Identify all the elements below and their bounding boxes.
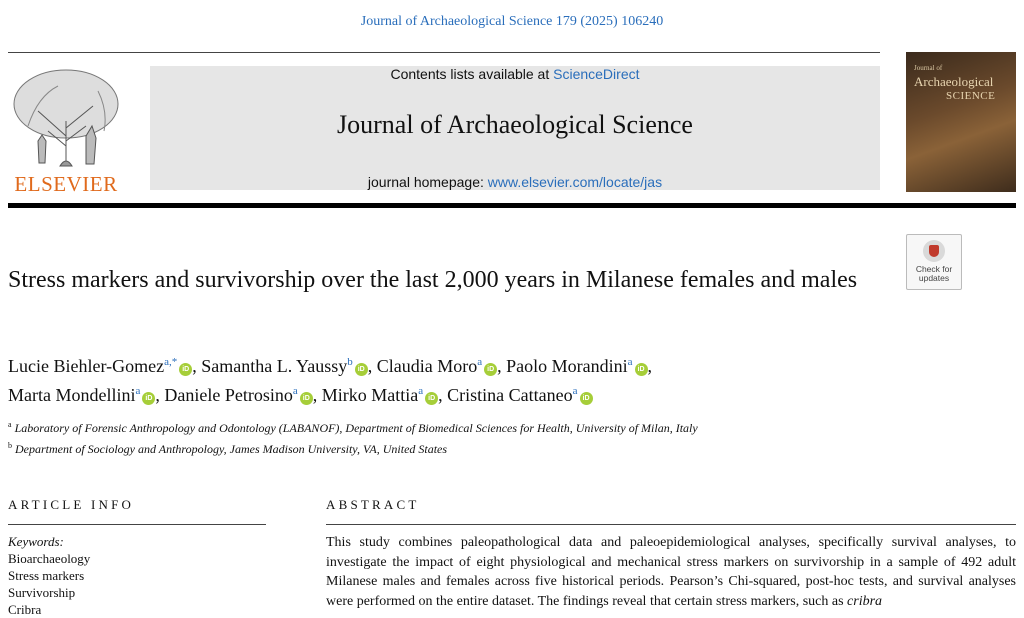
keyword: Stress markers [8, 568, 85, 583]
homepage-prefix: journal homepage: [367, 174, 488, 190]
affiliation-a: $^a$ Laboratory of Forensic Anthropology and Odontology (LABANOF), Department of Biomedical Sciences for Health, University of Milan, Italy [8, 420, 698, 435]
article-info-divider [8, 524, 266, 525]
cover-science: SCIENCE [946, 90, 996, 102]
article-info-heading: ARTICLE INFO [8, 497, 135, 512]
orcid-icon[interactable]: iD [484, 363, 497, 376]
keyword: Cribra [8, 602, 42, 617]
cover-journal-of: Journal of [914, 64, 943, 72]
check-for-updates-badge[interactable] [906, 234, 962, 290]
journal-cover-image[interactable] [906, 52, 1016, 192]
keywords-list [8, 533, 266, 618]
journal-reference[interactable]: Journal of Archaeological Science 179 (2025) 106240 [360, 14, 664, 29]
journal-title: Journal of Archaeological Science [337, 110, 693, 139]
abstract-heading: ABSTRACT [326, 497, 420, 512]
article-title: Stress markers and survivorship over the last 2,000 years in Milanese females and males [8, 267, 858, 293]
author-1[interactable]: Lucie Biehler-Gomez$^{a,*}$iD [8, 356, 192, 376]
orcid-icon[interactable]: iD [142, 392, 155, 405]
sciencedirect-link[interactable]: ScienceDirect [553, 66, 640, 82]
author-4[interactable]: Paolo Morandini$^a$iD [506, 356, 647, 376]
orcid-icon[interactable]: iD [425, 392, 438, 405]
author-8[interactable]: Cristina Cattaneo$^a$iD [447, 385, 592, 405]
orcid-icon[interactable]: iD [580, 392, 593, 405]
journal-homepage-link[interactable]: www.elsevier.com/locate/jas [487, 174, 663, 190]
crossmark-icon [923, 240, 945, 262]
masthead-divider [8, 203, 1016, 208]
crossmark-label: Check for updates [915, 264, 953, 283]
author-list: Lucie Biehler-Gomez$^{a,*}$iD , Samantha L. Yaussy$^b$iD , Claudia Moro$^a$iD , Paolo Morandini$^a$iD , Marta Mondellini$^a$iD , Daniele Petrosino$^a$iD , Mirko Mattia$^a$iD , Cristina Cattaneo$^a$iD [8, 356, 653, 405]
abstract-divider [326, 524, 1016, 525]
keywords-label: Keywords: [8, 534, 64, 549]
journal-masthead [150, 66, 880, 190]
orcid-icon[interactable]: iD [300, 392, 313, 405]
keyword: Survivorship [8, 585, 76, 600]
orcid-icon[interactable]: iD [179, 363, 192, 376]
contents-line [150, 66, 880, 82]
affiliation-b: $^b$ Department of Sociology and Anthropology, James Madison University, VA, United States [8, 441, 448, 456]
author-2[interactable]: Samantha L. Yaussy$^b$iD [201, 356, 368, 376]
author-3[interactable]: Claudia Moro$^a$iD [377, 356, 497, 376]
top-divider [8, 52, 880, 53]
author-5[interactable]: Marta Mondellini$^a$iD [8, 385, 155, 405]
contents-prefix: Contents lists available at [390, 66, 554, 82]
author-7[interactable]: Mirko Mattia$^a$iD [322, 385, 438, 405]
keyword: Bioarchaeology [8, 551, 91, 566]
abstract-italic-term: cribra [847, 593, 883, 609]
homepage-line [150, 174, 880, 190]
orcid-icon[interactable]: iD [355, 363, 368, 376]
publisher-wordmark: ELSEVIER [14, 172, 118, 196]
orcid-icon[interactable]: iD [635, 363, 648, 376]
author-6[interactable]: Daniele Petrosino$^a$iD [164, 385, 312, 405]
affiliations [8, 416, 908, 458]
abstract-text: This study combines paleopathological data and paleoepidemiological analyses, specifically survival analyses, to investigate the impact of eight physiological and mechanical stress markers on survivorship in a sample of 492 adult Milanese males and females across five historical periods. Pearson’s Chi-squared, post-hoc tests, and survival analyses were performed on the entire dataset. The findings reveal that certain stress markers, such as cribra [326, 535, 1016, 609]
cover-archaeological: Archaeological [914, 74, 994, 89]
